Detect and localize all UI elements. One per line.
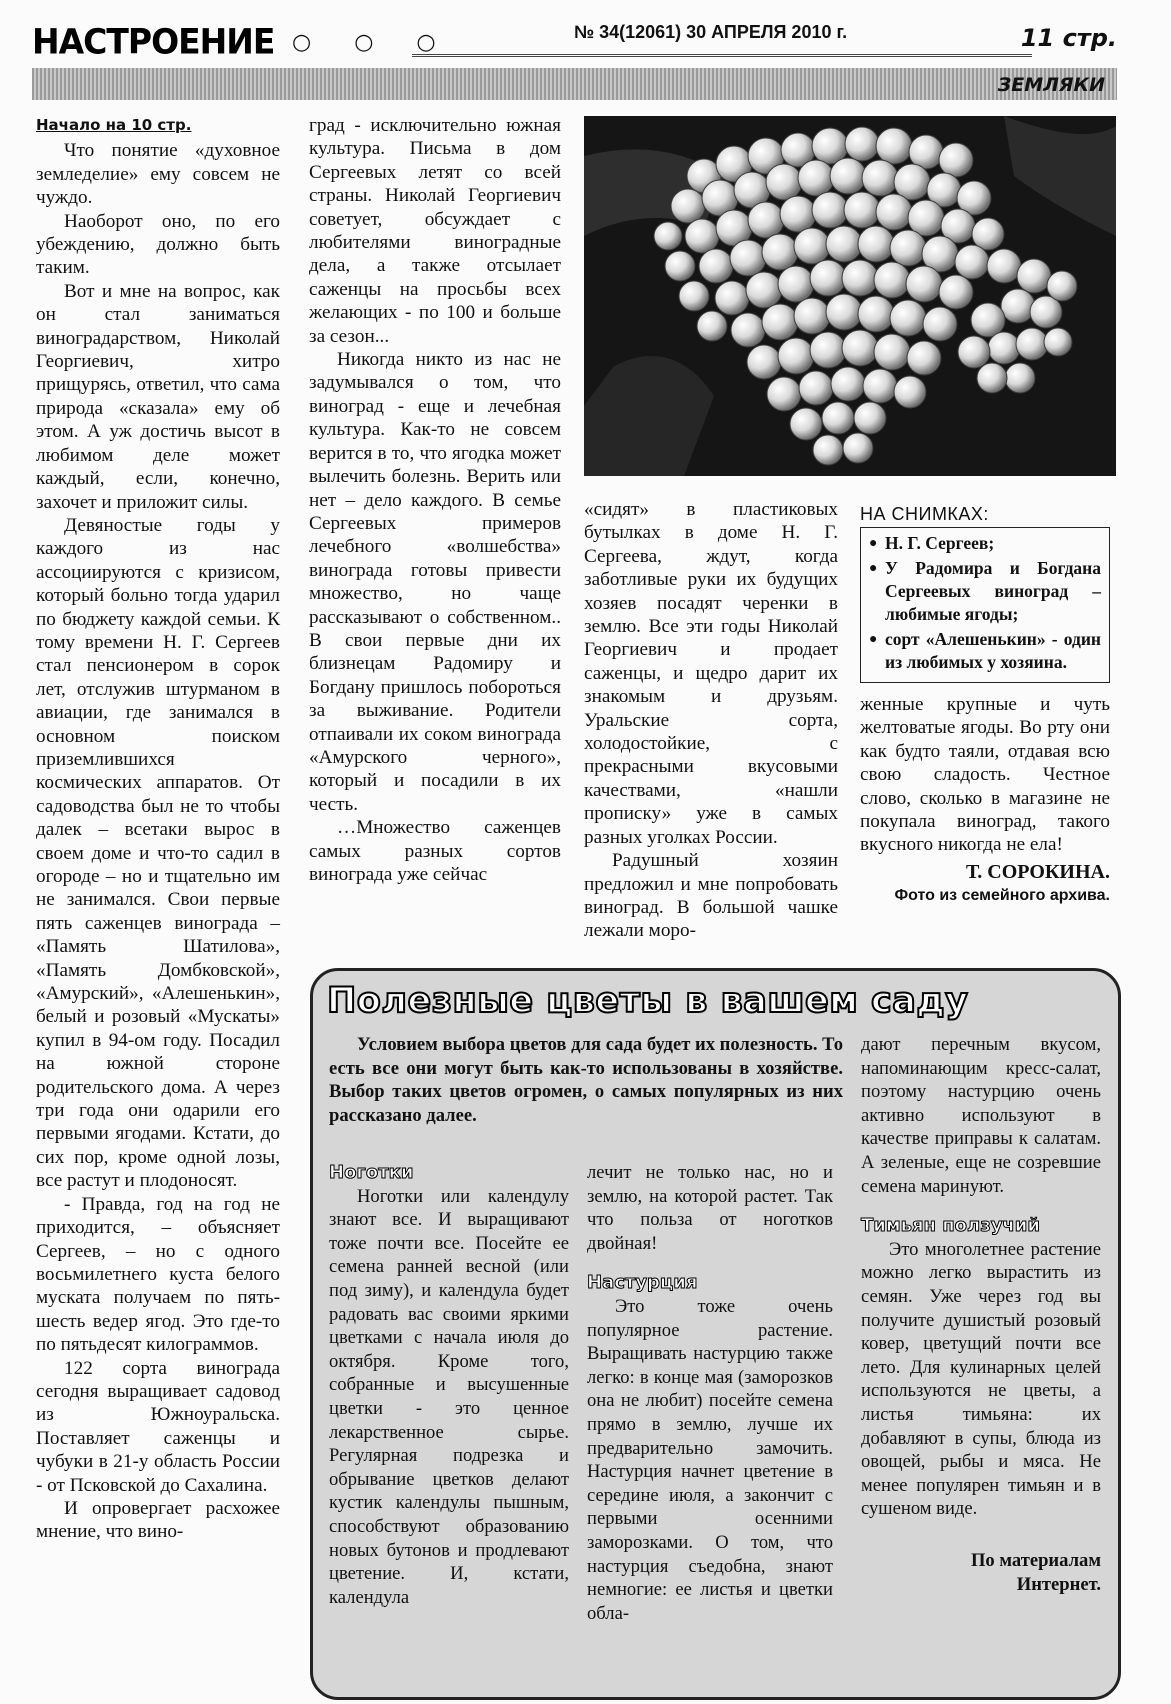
paragraph: дают перечным вкусом, напоминающим кресс-салат, поэтому настурцию очень активно используют в качестве приправы к салатам. А зеленые, еще не созревшие семена маринуют. [861,1034,1101,1197]
paragraph: И опровергает расхожее мнение, что вино- [36,1497,280,1543]
subhead-thyme: Тимьян ползучий [861,1215,1041,1237]
paragraph: Никогда никто из нас не задумывался о том, что виноград - еще и лечебная культура. Как-то не совсем верится в то, что ягодка может вылечить болезнь. Верить или нет – дело каждого. В семье Сергеевых примеров лечебного «волшебства» винограда готовы привести множество, но чаще рассказывают о собственном.. В свои первые дни их близнецам Радомиру и Богдану пришлось побороться за выживание. Родители отпаивали их соком винограда «Амурского черного», который и посадили в их честь. [309,349,561,815]
article-column-1 [36,114,280,1544]
header-rule [412,54,1032,57]
box-intro [329,1033,843,1127]
masthead [32,14,1117,62]
page-number: 11 стр. [1020,24,1117,52]
paragraph: - Правда, год на год не приходится, – объясняет Сергеев, – но с одного восьмилетнего куста белого муската получаем по пять-шесть ведер ягод. Это где-то по пятьдесят килограммов. [36,1193,280,1356]
photo-credit: Фото из семейного архива. [894,887,1110,905]
caption-item: ● Н. Г. Сергеев; [885,532,1101,555]
paragraph: Девяностые годы у каждого из нас ассоциируются с кризисом, который больно тогда ударил по бюджету каждой семьи. К тому времени Н. Г. Сергеев стал пенсионером в сорок лет, отслужив штурманом в авиации, где занимался в основном поиском приземлившихся космических аппаратов. От садоводства был не то чтобы далек – всетаки вырос в своем доме и что-то садил в огороде – но и тщательно им не занимался. Свои первые пять саженцев винограда – «Память Шатилова», «Память Домбковской», «Амурский», «Алешенькин», белый и розовый «Мускаты» купил в 94-ом году. Посадил на южной стороне родительского дома. А через три года они одарили его первыми ягодами. Кстати, до сих пор, кроме одной лозы, все растут и плодоносят. [36,514,280,1192]
article-column-2 [309,114,561,886]
caption-item: ● сорт «Алешенькин» - один из любимых у хозяина. [885,628,1101,674]
box-title: Полезные цветы в вашем саду [327,981,969,1021]
caption-item: ● У Радомира и Богдана Сергеевых виноград – любимые ягоды; [885,557,1101,626]
photo-captions [860,504,1110,908]
rubric-bar [32,68,1117,100]
flowers-box [310,968,1121,1700]
grapes-image [584,116,1116,476]
section-title: НАСТРОЕНИЕ [32,21,275,62]
paragraph: Что понятие «духовное земледелие» ему совсем не чуждо. [36,140,280,209]
paragraph: 122 сорта винограда сегодня выращивает садовод из Южноуральска. Поставляет саженцы и чубуки в 21-у область России - от Псковской до Сахалина. [36,1357,280,1496]
byline [860,861,1110,908]
article-column-4 [860,693,1110,908]
paragraph: лечит не только нас, но и землю, на которой растет. Так что польза от ноготков двойная! [587,1162,833,1254]
grapes-photo [584,116,1116,476]
subhead-nasturtium: Настурция [587,1272,698,1294]
source-line: По материалам [970,1549,1101,1571]
source-line: Интернет. [1016,1573,1101,1595]
source-credit [861,1549,1101,1597]
issue-info: № 34(12061) 30 АПРЕЛЯ 2010 г. [574,22,848,42]
paragraph: град - исключительно южная культура. Письма в дом Сергеевых летят со всей страны. Николай Георгиевич советует, обсуждает с любителями виноградные дела, а также отсылает саженцы на просьбы всех желающих - по 100 и больше за сезон... [309,115,561,347]
continued-from: Начало на 10 стр. [36,116,192,134]
rubric-label: ЗЕМЛЯКИ [997,74,1105,96]
paragraph: Это многолетнее растение можно легко вырастить из семян. Уже через год вы получите душистый розовый ковер, цветущий почти все лето. Для кулинарных целей используются не цветы, а листья тимьяна: их добавляют в супы, блюда из овощей, рыбы и мяса. Не менее популярен тимьян и в сушеном виде. [861,1238,1101,1520]
captions-heading: НА СНИМКАХ: [860,504,989,524]
paragraph: Наоборот оно, по его убеждению, должно быть таким. [36,210,280,279]
paragraph: Ноготки или календулу знают все. И выращивают тоже почти все. Посейте ее семена ранней весной (или под зиму), и календула будет радовать вас своими яркими цветками с начала июля до октября. Кроме того, собранные и высушенные цветки - это ценное лекарственное сырье. Регулярная подрезка и обрывание цветков делают кустик календулы пышным, способствуют образованию новых бутонов и продлевают цветение. И, кстати, календула [329,1185,569,1608]
box-column-2 [587,1161,833,1625]
box-column-3 [861,1033,1101,1597]
paragraph: Радушный хозяин предложил и мне попробовать виноград. В большой чашке лежали моро- [584,850,838,942]
paragraph: «сидят» в пластиковых бутылках в доме Н. Г. Сергеева, ждут, когда заботливые руки их будущих хозяев посадят черенки в землю. Все эти годы Николай Георгиевич и продает саженцы, и щедро дарит их знакомым и друзьям. Уральские сорта, холодостойкие, с прекрасными вкусовыми качествами, «нашли прописку» уже в самых разных уголках России. [584,499,838,848]
intro-paragraph: Условием выбора цветов для сада будет их полезность. То есть все они могут быть как-то использованы в хозяйстве. Выбор таких цветов огромен, о самых популярных из них рассказано далее. [329,1034,843,1126]
paragraph: …Множество саженцев самых разных сортов винограда уже сейчас [309,817,561,885]
paragraph: Вот и мне на вопрос, как он стал заниматься виноградарством, Николай Георгиевич, хитро прищурясь, ответил, что сама природа «сказала» ему об этом. А уж достичь высот в любимом деле может каждый, если, конечно, захочет и приложит силы. [36,280,280,513]
subhead-nogotki: Ноготки [329,1162,414,1183]
box-column-1 [329,1157,569,1609]
paragraph: Это тоже очень популярное растение. Выращивать настурцию также легко: в конце мая (заморозков она не любит) посейте семена прямо в землю, лучше их предварительно замочить. Настурция начнет цветение в середине июля, а закончит с первыми осенними заморозками. О том, что настурция съедобна, знают немногие: ее листья и цветки обла- [587,1295,833,1624]
article-column-3 [584,498,838,943]
captions-box [860,527,1110,683]
decorative-dots: ○ ○ ○ [292,30,454,55]
paragraph: женные крупные и чуть желтоватые ягоды. Во рту они как будто таяли, отдавая всю свою сладость. Честное слово, сколько в магазине не покупала виноград, такого вкусного никогда не ела! [860,694,1110,856]
author: Т. СОРОКИНА. [965,860,1110,883]
